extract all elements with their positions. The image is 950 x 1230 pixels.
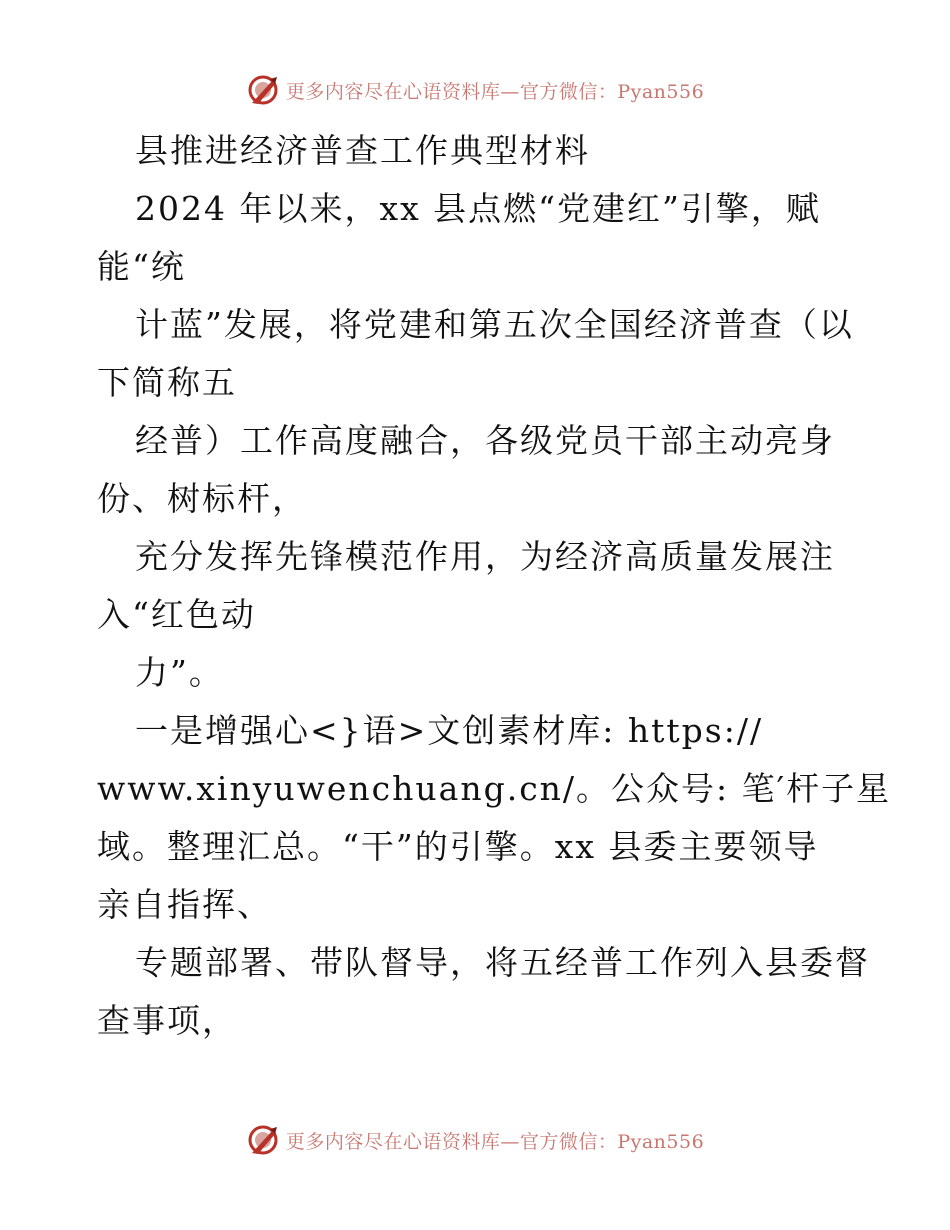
paragraph-line: 域。整理汇总。“干”的引擎。xx 县委主要领导 <box>97 827 819 866</box>
paragraph-line: 计蓝”发展，将党建和第五次全国经济普查（以 <box>135 305 854 344</box>
paragraph-line: 力”。 <box>135 653 224 692</box>
document-title: 县推进经济普查工作典型材料 <box>135 131 590 170</box>
paragraph-line: 充分发挥先锋模范作用，为经济高质量发展注 <box>135 537 835 576</box>
header-banner <box>0 70 950 110</box>
paragraph-line: 亲自指挥、 <box>97 885 272 924</box>
paragraph-line: 经普）工作高度融合，各级党员干部主动亮身 <box>135 421 835 460</box>
footer-banner <box>0 1120 950 1160</box>
paragraph-line: 查事项， <box>97 1001 237 1040</box>
document-body <box>97 122 892 1050</box>
header-banner-text: 更多内容尽在心语资料库—官方微信：Pyan556 <box>285 80 705 103</box>
pen-quill-seal-icon <box>246 1123 280 1157</box>
paragraph-line: 入“红色动 <box>97 595 256 634</box>
pen-quill-seal-icon <box>246 73 280 107</box>
footer-banner-text: 更多内容尽在心语资料库—官方微信：Pyan556 <box>285 1130 705 1153</box>
paragraph-line: 一是增强心<}语>文创素材库: https:// <box>135 711 764 750</box>
paragraph-line: 能“统 <box>97 247 186 286</box>
paragraph-line: www.xinyuwenchuang.cn/。公众号: 笔′杆子星 <box>97 769 892 808</box>
paragraph-line: 下简称五 <box>97 363 237 402</box>
paragraph-line: 2024 年以来，xx 县点燃“党建红”引擎，赋 <box>135 189 821 228</box>
paragraph-line: 份、树标杆， <box>97 479 307 518</box>
paragraph-line: 专题部署、带队督导，将五经普工作列入县委督 <box>135 943 870 982</box>
